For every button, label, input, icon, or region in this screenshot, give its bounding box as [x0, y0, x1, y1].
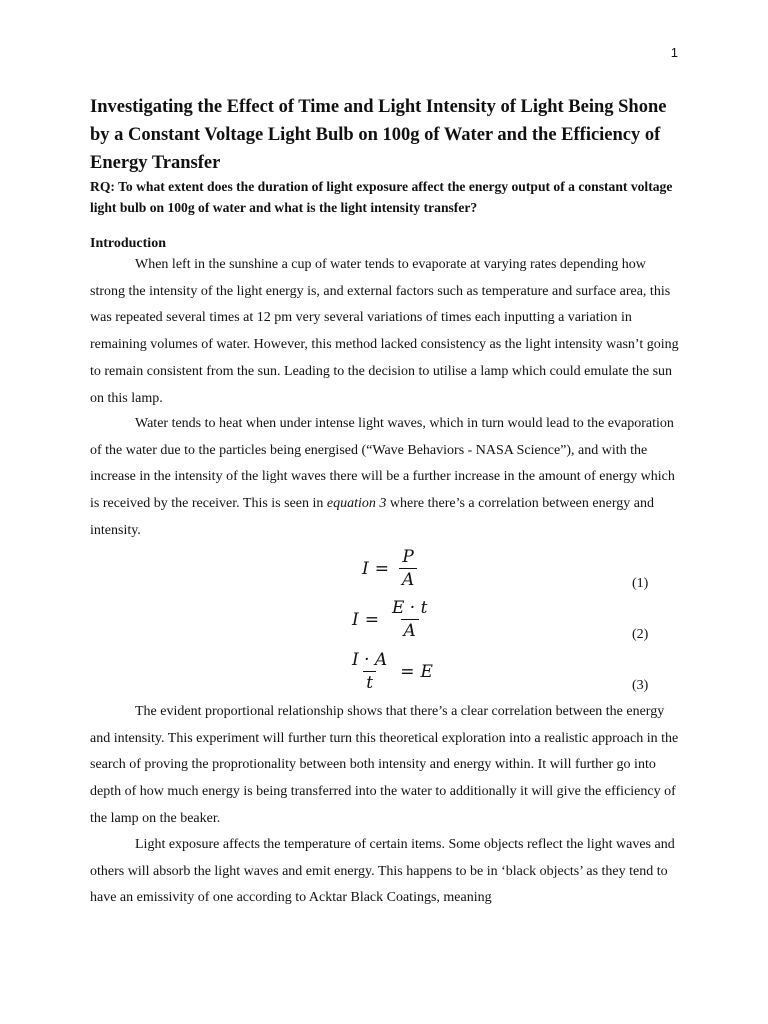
equation-1-fraction: [399, 547, 417, 590]
paragraph-2-text-before: Water tends to heat when under intense light waves, which in turn would lead to the evaporation of the water due to the particles being energised (“Wave Behaviors - NASA Science”), and with the increase in the intensity of the light waves there will be a further increase in the amount of energy which is received by the receiver. This is seen in: [90, 416, 675, 512]
research-question: RQ: To what extent does the duration of light exposure affect the energy output of a constant voltage light bulb on 100g of water and what is the light intensity transfer?: [90, 179, 673, 215]
equation-2-denominator: A: [401, 619, 419, 641]
equation-2-numerator: E · t: [391, 598, 428, 618]
equation-1-operator: =: [374, 558, 389, 579]
paragraph-2-text-after: where there’s a correlation between energy and intensity.: [90, 496, 654, 538]
equation-reference: equation 3: [326, 496, 387, 512]
equation-3-denominator: t: [363, 671, 376, 693]
page-number: 1: [670, 45, 678, 60]
equation-3-numerator: I · A: [352, 650, 388, 670]
introduction-heading: Introduction: [90, 236, 166, 251]
equation-2: [352, 598, 434, 641]
equation-1-lhs: I: [362, 558, 369, 579]
equation-2-lhs: I: [352, 609, 359, 630]
equation-1-denominator: A: [399, 568, 417, 590]
equation-2-fraction: [389, 598, 430, 641]
equation-1-numerator: P: [402, 547, 414, 567]
introduction-paragraph-4: Light exposure affects the temperature of certain items. Some objects reflect the light waves and others will absorb the light waves and emit energy. This happens to be in ‘black objects’ as they tend to have an emissivity of one according to Acktar Black Coatings, meaning: [90, 837, 675, 906]
equation-1-label: (1): [632, 576, 649, 591]
equation-3-operator: =: [400, 661, 415, 682]
equation-2-operator: =: [364, 609, 379, 630]
document-title: Investigating the Effect of Time and Light Intensity of Light Being Shone by a Constant Voltage Light Bulb on 100g of Water and the Efficiency of Energy Transfer: [90, 97, 667, 173]
equation-3-label: (3): [632, 678, 649, 693]
equation-3-rhs: E: [420, 661, 433, 682]
introduction-paragraph-3: The evident proportional relationship shows that there’s a clear correlation between the energy and intensity. This experiment will further turn this theoretical exploration into a realistic approach in the search of proving the proprotionality between both intensity and energy within. It will further go into depth of how much energy is being transferred into the water to additionally it will give the efficiency of the lamp on the beaker.: [90, 704, 679, 826]
equation-1: [362, 547, 421, 590]
equation-2-label: (2): [632, 627, 649, 642]
introduction-paragraph-1: When left in the sunshine a cup of water tends to evaporate at varying rates depending how strong the intensity of the light energy is, and external factors such as temperature and surface area, this was repeated several times at 12 pm very several variations of times each inputting a variation in remaining volumes of water. However, this method lacked consistency as the light intensity wasn’t going to remain consistent from the sun. Leading to the decision to utilise a lamp which could emulate the sun on this lamp.: [90, 257, 679, 406]
equation-3-fraction: [349, 650, 390, 693]
equation-3: [345, 650, 433, 693]
introduction-paragraph-2: [90, 411, 680, 545]
